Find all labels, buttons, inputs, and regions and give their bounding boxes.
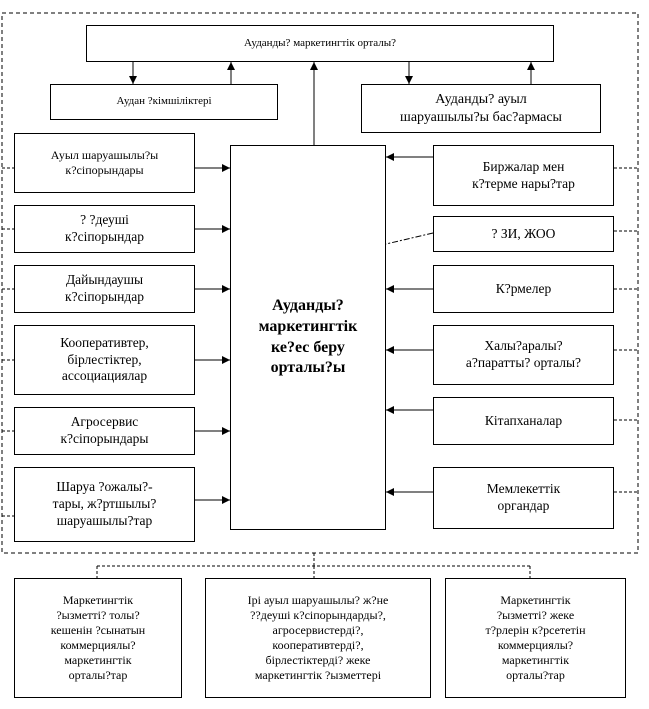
left-box-farms: Шаруа ?ожалы?- тары, ж?ртшылы? шаруашылы?тар (14, 467, 195, 542)
right-box-exchanges: Биржалар мен к?терме нары?тар (433, 145, 614, 206)
left-box-procurement-enterprises: Дайындаушы к?сіпорындар (14, 265, 195, 313)
district-agriculture-dept-box: Ауданды? ауыл шаруашылы?ы бас?армасы (361, 84, 601, 133)
right-box-libraries: Кітапханалар (433, 397, 614, 445)
arrow-right-2 (386, 233, 433, 244)
district-consulting-center-box: Ауданды? маркетингтік ке?ес беру орталы?ы (230, 145, 386, 530)
left-box-cooperatives: Кооперативтер, бірлестіктер, ассоциациялар (14, 325, 195, 395)
left-box-processing-enterprises: ? ?деуші к?сіпорындар (14, 205, 195, 253)
district-administration-box: Аудан ?кімшіліктері (50, 84, 278, 120)
right-box-research-universities: ? ЗИ, ЖОО (433, 216, 614, 252)
bottom-box-enterprise-marketing-services: Ірі ауыл шаруашылы? ж?не ??деуші к?сіпорындарды?, агросервистерді?, кооперативтерді?, бірлестіктерді? жеке маркетингтік ?ызметтері (205, 578, 431, 698)
right-box-exhibitions: К?рмелер (433, 265, 614, 313)
left-box-agri-enterprises: Ауыл шаруашылы?ы к?сіпорындары (14, 133, 195, 193)
district-marketing-center-box: Ауданды? маркетингтік орталы? (86, 25, 554, 62)
right-box-state-bodies: Мемлекеттік органдар (433, 467, 614, 529)
bottom-box-full-service-centers: Маркетингтік ?ызметті? толы? кешенін ?сынатын коммерциялы? маркетингтік орталы?тар (14, 578, 182, 698)
bottom-box-partial-service-centers: Маркетингтік ?ызметті? жеке т?рлерін к?рсететін коммерциялы? маркетингтік орталы?тар (445, 578, 626, 698)
right-box-international-info-center: Халы?аралы? а?паратты? орталы? (433, 325, 614, 385)
left-box-agroservice: Агросервис к?сіпорындары (14, 407, 195, 455)
